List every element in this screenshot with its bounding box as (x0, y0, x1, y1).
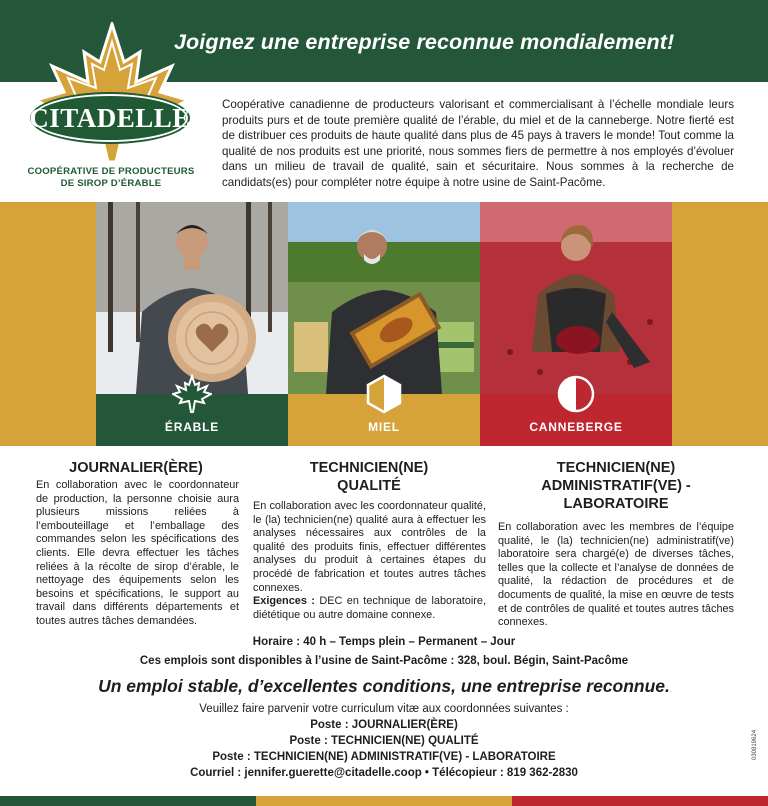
logo-tagline-line2: DE SIROP D’ÉRABLE (60, 178, 162, 189)
job-title-line: TECHNICIEN(NE) (309, 460, 429, 476)
job-description-journalier: En collaboration avec le coordonnateur de production, la personne choisie aura plusieurs missions reliées à l’embouteillage et l’emballage des commandes selon les spécifications des clients. Elle devra effectuer les tâches reliées à la récolte de sirop d’érable, le nettoyage des équipements selon les besoins et spécifications, le support au travail dans différents départements et toutes autres tâches demandées. (36, 479, 239, 627)
application-instructions: Veuillez faire parvenir votre curriculum vitæ aux coordonnées suivantes : (199, 703, 569, 715)
job-description-text: En collaboration avec les coordonnateur qualité, le (la) technicien(ne) qualité aura à effectuer les analyses nécessaires aux contrôles de la qualité des produits finis, effectuer différentes analyses du produit à certaines étapes du procédé de fabrication et toutes autres tâches connexes. (253, 500, 486, 594)
job-title-line: ADMINISTRATIF(VE) - (541, 478, 691, 494)
location-line: Ces emplois sont disponibles à l’usine de Saint-Pacôme : 328, boul. Bégin, Saint-Pacôme (139, 655, 629, 667)
bottom-stripe-gold (256, 796, 512, 806)
photo-maple-worker (96, 202, 288, 394)
maple-leaf-icon (172, 374, 212, 414)
requirements-text: DEC en technique de laboratoire, diététique ou autre domaine connexe. (253, 595, 486, 621)
contact-line: Courriel : jennifer.guerette@citadelle.coop • Télécopieur : 819 362-2830 (190, 767, 578, 779)
category-tile-erable (96, 394, 288, 446)
bottom-stripe-green (0, 796, 256, 806)
logo-tagline-line1: COOPÉRATIVE DE PRODUCTEURS (27, 166, 195, 177)
category-label-miel: MIEL (368, 420, 400, 434)
logo-tagline (22, 166, 200, 190)
category-tile-miel (288, 394, 480, 446)
poste-line: Poste : JOURNALIER(ÈRE) (310, 719, 458, 731)
logo-oval (29, 94, 191, 142)
schedule-line: Horaire : 40 h – Temps plein – Permanent – Jour (252, 636, 516, 648)
slogan: Un emploi stable, d’excellentes conditions, une entreprise reconnue. (98, 676, 670, 696)
bottom-stripe-red (512, 796, 768, 806)
poste-line: Poste : TECHNICIEN(NE) QUALITÉ (289, 735, 479, 747)
requirements-label: Exigences : (253, 595, 315, 608)
job-description-technicien-administratif: En collaboration avec les membres de l’équipe qualité, le (la) technicien(ne) administratif(ve) laboratoire sera chargé(e) de diverses tâches, telles que la collecte et l’analyse de données de qualité, la rédaction de procédures et de documents de qualité, la mise en œuvre de tests et de contrôles de qualité et toutes autres tâches connexes. (498, 521, 734, 629)
photo-honey-worker (288, 202, 480, 394)
poste-line: Poste : TECHNICIEN(NE) ADMINISTRATIF(VE) - LABORATOIRE (212, 751, 556, 763)
intro-paragraph: Coopérative canadienne de producteurs valorisant et commercialisant à l’échelle mondiale leurs produits purs et de toute première qualité de l’érable, du miel et de la canneberge. Notre fierté est de distribuer ces produits de haute qualité dans plus de 45 pays à travers le monde! Tout comme la qualité de nos produits est une priorité, nous sommes fiers de permettre à nos employés d’évoluer dans un milieu de travail de qualité, sain et sécuritaire. Nous sommes à la recherche de candidats(es) pour compléter notre équipe à notre usine de Saint-Pacôme. (222, 98, 734, 189)
half-circle-icon (556, 374, 596, 414)
category-tile-canneberge (480, 394, 672, 446)
job-title-line: QUALITÉ (337, 478, 401, 494)
job-title-journalier: JOURNALIER(ÈRE) (69, 460, 203, 476)
job-title-line: LABORATOIRE (563, 496, 669, 512)
category-label-erable: ÉRABLE (164, 420, 220, 434)
reference-number: 030819624 (752, 729, 758, 760)
job-description-technicien-qualite (253, 500, 486, 622)
job-title-line: TECHNICIEN(NE) (556, 460, 676, 476)
job-title-technicien-qualite (253, 459, 485, 495)
hexagon-icon (366, 374, 402, 414)
photo-cranberry-worker (480, 202, 672, 394)
page-headline: Joignez une entreprise reconnue mondialement! (174, 30, 675, 54)
logo-wordmark: CITADELLE (29, 102, 191, 133)
citadelle-logo (22, 22, 202, 192)
category-label-canneberge: CANNEBERGE (529, 420, 623, 434)
job-title-technicien-administratif (498, 459, 734, 513)
